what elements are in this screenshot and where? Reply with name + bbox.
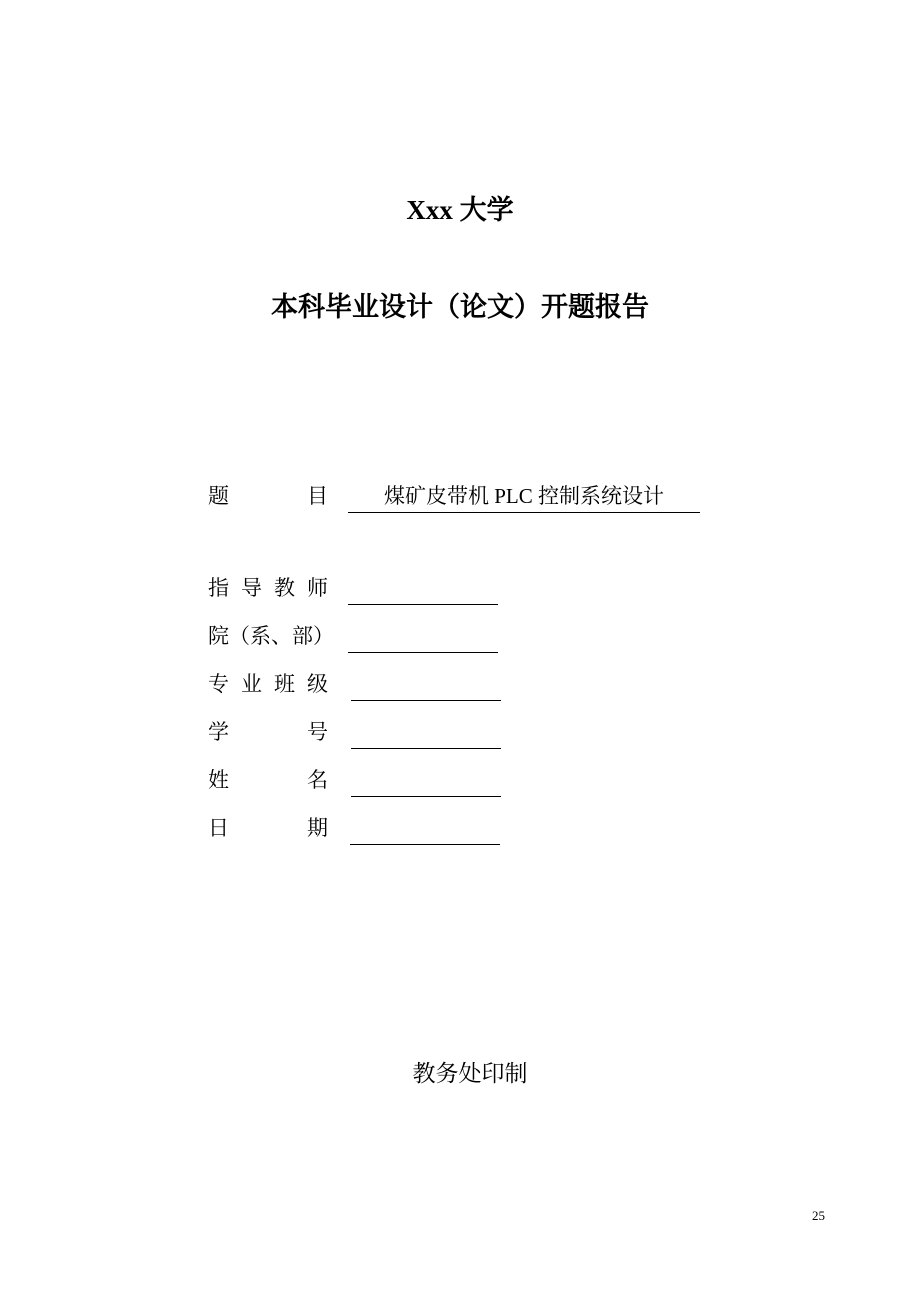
name-label: 姓 名 xyxy=(208,768,328,792)
date-label: 日 期 xyxy=(208,816,328,840)
topic-label: 题 目 xyxy=(208,484,328,508)
major-class-value[interactable] xyxy=(351,668,501,701)
advisor-label: 指 导 教 师 xyxy=(208,576,328,600)
student-id-label: 学 号 xyxy=(208,720,328,744)
report-title-char-3: 告 xyxy=(622,292,649,322)
report-title-char-1: 题 xyxy=(568,292,595,322)
major-class-label: 专 业 班 级 xyxy=(208,672,328,696)
topic-value[interactable]: 煤矿皮带机 PLC 控制系统设计 xyxy=(348,480,700,513)
advisor-value[interactable] xyxy=(348,572,498,605)
university-name: Xxx 大学 xyxy=(406,195,514,225)
page-number: 25 xyxy=(812,1208,825,1223)
date-value[interactable] xyxy=(350,812,500,845)
name-value[interactable] xyxy=(351,764,501,797)
report-title-main: 本科毕业设计（论文）开 xyxy=(271,292,568,322)
issuer-office: 教务处印制 xyxy=(412,1061,528,1087)
college-value[interactable] xyxy=(348,620,498,653)
student-id-value[interactable] xyxy=(351,716,501,749)
report-title xyxy=(0,288,920,326)
college-label: 院（系、部） xyxy=(208,624,334,648)
report-title-char-2: 报 xyxy=(595,292,622,322)
